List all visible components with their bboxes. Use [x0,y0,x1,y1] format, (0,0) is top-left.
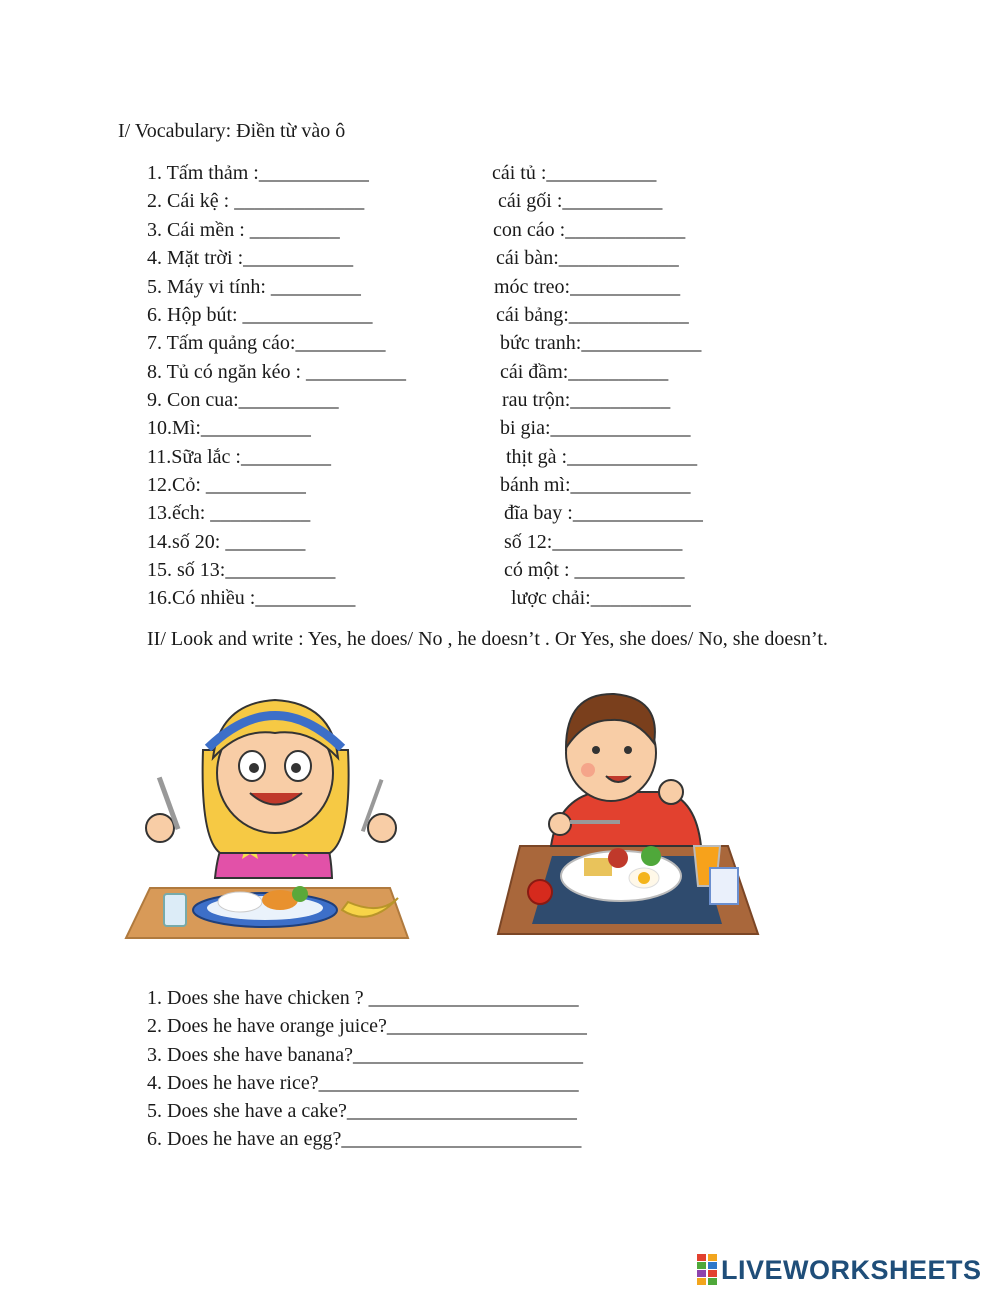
liveworksheets-logo [697,1252,982,1288]
vocab-item-right: bức tranh:____________ [500,332,702,354]
vocab-item-right: móc treo:___________ [494,276,681,298]
vocab-item-right: cái đầm:__________ [500,361,669,383]
live-badge-icon [697,1254,717,1286]
vocab-item-left: 15. số 13:___________ [147,559,336,581]
boy-eating-illustration [496,688,760,940]
question-item: 6. Does he have an egg?________________________ [147,1128,582,1150]
vocab-item-left: 12.Cỏ: __________ [147,474,306,496]
vocab-item-left: 8. Tủ có ngăn kéo : __________ [147,361,407,383]
vocab-item-right: đĩa bay :_____________ [504,502,703,524]
vocab-item-right: cái bảng:____________ [496,304,689,326]
vocab-item-right: lược chải:__________ [511,587,691,609]
vocab-item-left: 4. Mặt trời :___________ [147,247,354,269]
vocab-item-right: rau trộn:__________ [502,389,671,411]
vocab-item-right: cái gối :__________ [498,190,663,212]
vocab-item-right: cái tủ :___________ [492,162,657,184]
vocab-item-left: 6. Hộp bút: _____________ [147,304,373,326]
vocab-item-right: bánh mì:____________ [500,474,691,496]
liveworksheets-wordmark: LIVEWORKSHEETS [721,1254,982,1285]
vocab-item-left: 5. Máy vi tính: _________ [147,276,361,298]
vocab-item-left: 1. Tấm thảm :___________ [147,162,369,184]
vocab-item-left: 9. Con cua:__________ [147,389,339,411]
vocab-item-left: 3. Cái mền : _________ [147,219,340,241]
vocab-item-left: 2. Cái kệ : _____________ [147,190,365,212]
question-item: 5. Does she have a cake?_______________________ [147,1100,577,1122]
vocab-item-right: cái bàn:____________ [496,247,679,269]
question-item: 1. Does she have chicken ? _____________________ [147,987,579,1009]
vocab-item-right: thịt gà :_____________ [506,446,698,468]
question-item: 3. Does she have banana?_______________________ [147,1044,584,1066]
vocab-item-left: 7. Tấm quảng cáo:_________ [147,332,386,354]
question-item: 4. Does he have rice?__________________________ [147,1072,579,1094]
vocab-item-left: 11.Sữa lắc :_________ [147,446,331,468]
look-and-write-heading: II/ Look and write : Yes, he does/ No , he doesn’t . Or Yes, she does/ No, she doesn’t. [147,628,828,650]
vocab-item-left: 14.số 20: ________ [147,531,306,553]
vocab-item-left: 16.Có nhiều :__________ [147,587,356,609]
vocab-item-right: con cáo :____________ [493,219,686,241]
vocab-item-right: có một : ___________ [504,559,685,581]
question-item: 2. Does he have orange juice?____________________ [147,1015,587,1037]
girl-eating-illustration [120,688,420,944]
vocabulary-heading: I/ Vocabulary: Điền từ vào ô [118,120,346,142]
vocab-item-right: bi gia:______________ [500,417,691,439]
vocab-item-right: số 12:_____________ [504,531,683,553]
vocab-item-left: 10.Mì:___________ [147,417,311,439]
vocab-item-left: 13.ếch: __________ [147,502,311,524]
